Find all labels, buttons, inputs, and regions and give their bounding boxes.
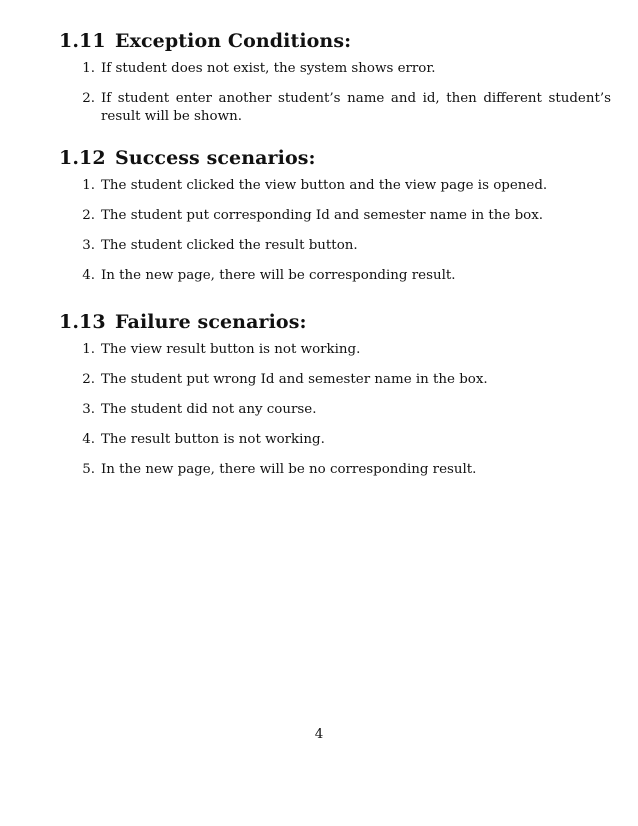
- section-heading: [59, 311, 611, 335]
- list-item-number: 2.: [82, 372, 95, 387]
- list-item-text: The student put corresponding Id and semester name in the box.: [101, 208, 544, 223]
- list-item-number: 2.: [82, 208, 95, 223]
- list-item-number: 3.: [82, 238, 95, 253]
- list-item: [59, 267, 611, 285]
- list-item-text: If student does not exist, the system shows error.: [101, 61, 436, 76]
- section-heading: [59, 147, 611, 171]
- list-item-text: The student did not any course.: [101, 402, 317, 417]
- list-item-text: The student clicked the view button and the view page is opened.: [101, 178, 548, 193]
- section-title: Failure scenarios:: [115, 311, 307, 333]
- list-item-number: 4.: [82, 432, 95, 447]
- list-item: [59, 237, 611, 255]
- section-title: Exception Conditions:: [115, 30, 352, 52]
- list-item: [59, 461, 611, 479]
- section-exception-conditions: [59, 30, 611, 126]
- section-number: 1.11: [59, 30, 106, 52]
- list-item-number: 1.: [82, 178, 95, 193]
- section-heading: [59, 30, 611, 54]
- list-item-text: If student enter another student’s name and id, then different student’s result will be shown.: [101, 91, 611, 124]
- list-item-text: The student clicked the result button.: [101, 238, 358, 253]
- section-number: 1.12: [59, 147, 106, 169]
- section-title: Success scenarios:: [115, 147, 316, 169]
- list-item: [59, 371, 611, 389]
- list-item-text: The student put wrong Id and semester name in the box.: [101, 372, 488, 387]
- list-item-number: 1.: [82, 61, 95, 76]
- list-item: [59, 177, 611, 195]
- list-item: [59, 207, 611, 225]
- list-item-text: The view result button is not working.: [101, 342, 361, 357]
- list-item-text: The result button is not working.: [101, 432, 325, 447]
- section-failure-scenarios: [59, 311, 611, 479]
- list-item-number: 2.: [82, 91, 95, 106]
- list-item-number: 5.: [82, 462, 95, 477]
- section-success-scenarios: [59, 147, 611, 285]
- list-item: [59, 341, 611, 359]
- page-number: 4: [314, 727, 324, 742]
- section-number: 1.13: [59, 311, 106, 333]
- numbered-list: [59, 60, 611, 126]
- list-item-number: 1.: [82, 342, 95, 357]
- list-item: [59, 60, 611, 78]
- list-item: [59, 90, 611, 126]
- numbered-list: [59, 177, 611, 285]
- list-item-number: 4.: [82, 268, 95, 283]
- list-item: [59, 401, 611, 419]
- list-item: [59, 431, 611, 449]
- list-item-text: In the new page, there will be no corresponding result.: [101, 462, 477, 477]
- numbered-list: [59, 341, 611, 479]
- list-item-text: In the new page, there will be corresponding result.: [101, 268, 456, 283]
- list-item-number: 3.: [82, 402, 95, 417]
